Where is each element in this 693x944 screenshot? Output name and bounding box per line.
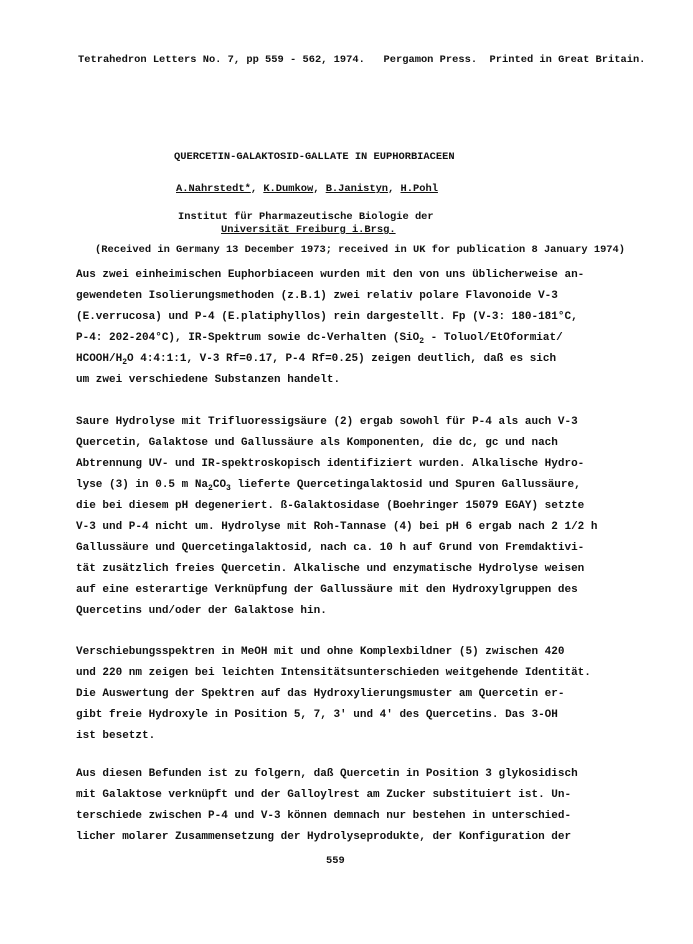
author-1: A.Nahrstedt*	[176, 183, 251, 195]
author-3: B.Janistyn	[325, 183, 389, 195]
text-line: gewendeten Isolierungsmethoden (z.B.1) zwei relativ polare Flavonoide V-3	[76, 290, 558, 302]
received-dates: (Received in Germany 13 December 1973; received in UK for publication 8 January 1974)	[95, 244, 626, 256]
paragraph-1	[76, 265, 636, 391]
paragraph-4	[76, 764, 636, 848]
text-line: gibt freie Hydroxyle in Position 5, 7, 3' und 4' des Quercetins. Das 3-OH	[76, 709, 558, 721]
text-line: um zwei verschiedene Substanzen handelt.	[76, 374, 341, 386]
journal-header: Tetrahedron Letters No. 7, pp 559 - 562, 1974. Pergamon Press. Printed in Great Britain.	[78, 54, 646, 66]
text-line: Verschiebungsspektren in MeOH mit und ohne Komplexbildner (5) zwischen 420	[76, 646, 565, 658]
institute-line-1: Institut für Pharmazeutische Biologie der	[178, 211, 434, 223]
text-line: Die Auswertung der Spektren auf das Hydroxylierungsmuster am Quercetin er-	[76, 688, 565, 700]
text-line: auf eine esterartige Verknüpfung der Gallussäure mit den Hydroxylgruppen des	[76, 584, 578, 596]
text-line: Quercetin, Galaktose und Gallussäure als Komponenten, die dc, gc und nach	[76, 437, 558, 449]
text-line: Quercetins und/oder der Galaktose hin.	[76, 605, 327, 617]
text-line: Abtrennung UV- und IR-spektroskopisch identifiziert wurden. Alkalische Hydro-	[76, 458, 585, 470]
author-list: A.Nahrstedt*, K.Dumkow, B.Janistyn, H.Pohl	[176, 183, 438, 195]
text-line: Gallussäure und Quercetingalaktosid, nach ca. 10 h auf Grund von Fremdaktivi-	[76, 542, 585, 554]
text-line: HCOOH/$H_2O$ 4:4:1:1, V-3 Rf=0.17, P-4 Rf=0.25) zeigen deutlich, daß es sich	[76, 353, 557, 368]
text-line: Aus diesen Befunden ist zu folgern, daß Quercetin in Position 3 glykosidisch	[76, 768, 578, 780]
institute-line-2: Universität Freiburg i.Brsg.	[221, 224, 396, 236]
text-line: terschiede zwischen P-4 und V-3 können demnach nur bestehen in unterschied-	[76, 810, 572, 822]
text-line: und 220 nm zeigen bei leichten Intensitätsunterschieden weitgehende Identität.	[76, 667, 591, 679]
text-line: licher molarer Zusammensetzung der Hydrolyseprodukte, der Konfiguration der	[76, 831, 572, 843]
text-line: Saure Hydrolyse mit Trifluoressigsäure (2) ergab sowohl für P-4 als auch V-3	[76, 416, 578, 428]
page-number: 559	[326, 855, 345, 867]
text-line: (E.verrucosa) und P-4 (E.platiphyllos) rein dargestellt. Fp (V-3: 180-181°C,	[76, 311, 578, 323]
text-line: ist besetzt.	[76, 730, 156, 742]
text-line: P-4: 202-204°C), IR-Spektrum sowie dc-Verhalten (SiO$_2$ - Toluol/EtOformiat/	[76, 332, 563, 347]
paragraph-2	[76, 412, 636, 622]
text-line: V-3 und P-4 nicht um. Hydrolyse mit Roh-Tannase (4) bei pH 6 ergab nach 2 1/2 h	[76, 521, 598, 533]
text-line: lyse (3) in 0.5 m $Na_2CO_3$ lieferte Quercetingalaktosid und Spuren Gallussäure,	[76, 479, 581, 494]
author-2: K.Dumkow	[263, 183, 314, 195]
text-line: mit Galaktose verknüpft und der Galloylrest am Zucker substituiert ist. Un-	[76, 789, 572, 801]
author-4: H.Pohl	[400, 183, 438, 195]
text-line: die bei diesem pH degeneriert. ß-Galaktosidase (Boehringer 15079 EGAY) setzte	[76, 500, 585, 512]
article-title: QUERCETIN-GALAKTOSID-GALLATE IN EUPHORBIACEEN	[174, 151, 455, 163]
paragraph-3	[76, 642, 636, 747]
text-line: Aus zwei einheimischen Euphorbiaceen wurden mit den von uns üblicherweise an-	[76, 269, 585, 281]
text-line: tät zusätzlich freies Quercetin. Alkalische und enzymatische Hydrolyse weisen	[76, 563, 585, 575]
